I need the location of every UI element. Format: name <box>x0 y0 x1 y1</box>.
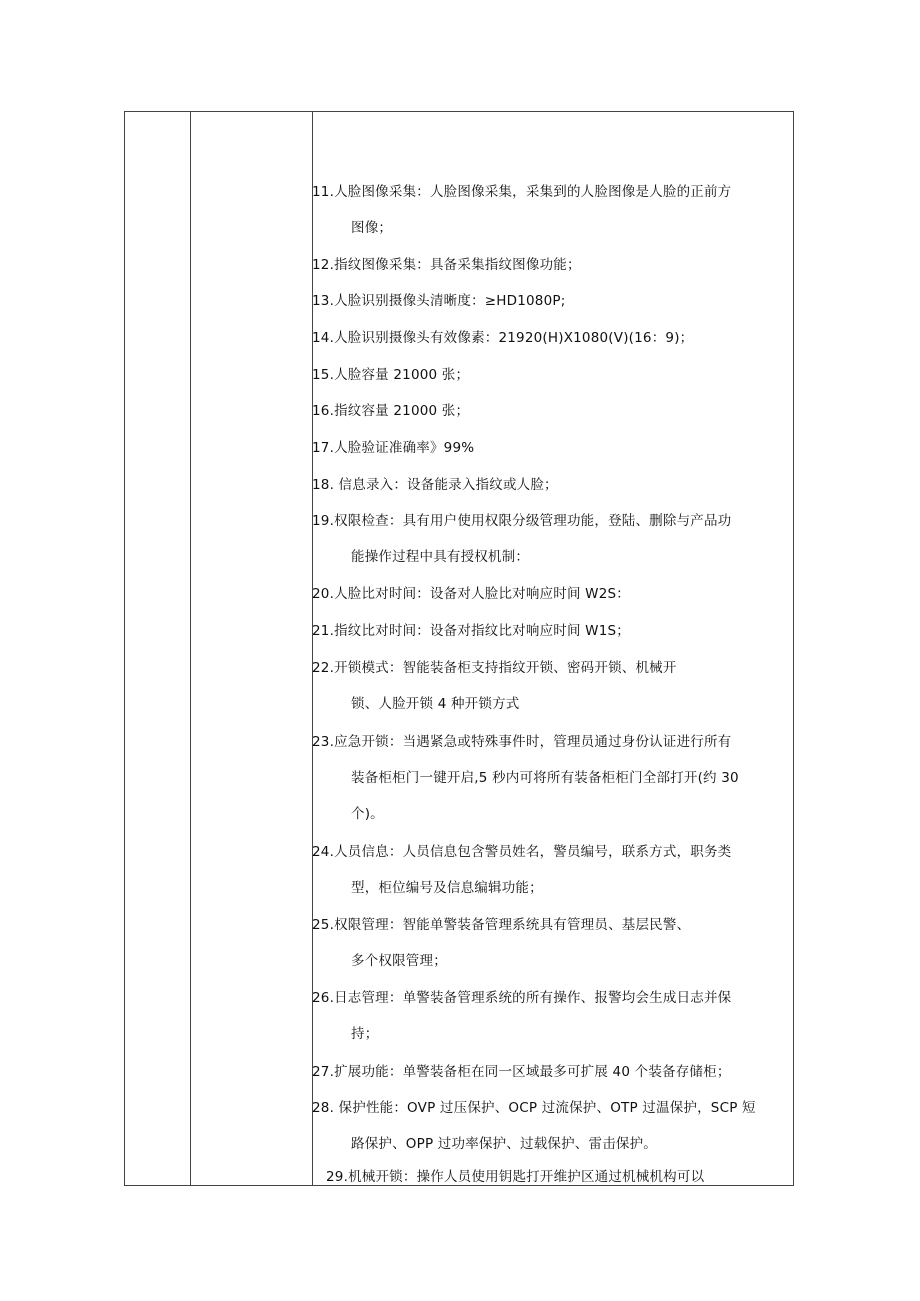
spec-item-26-cont: 持； <box>351 1026 379 1042</box>
spec-item-24: 24.人员信息：人员信息包含警员姓名，警员编号，联系方式，职务类 <box>312 844 732 860</box>
spec-item-22: 22.开锁模式：智能装备柜支持指纹开锁、密码开锁、机械开 <box>312 660 677 676</box>
spec-item-28: 28. 保护性能：OVP 过压保护、OCP 过流保护、OTP 过温保护，SCP 短 <box>312 1100 756 1116</box>
spec-item-15: 15.人脸容量 21000 张； <box>312 367 470 383</box>
spec-item-22-cont: 锁、人脸开锁 4 种开锁方式 <box>351 696 520 712</box>
spec-item-29: 29.机械开锁：操作人员使用钥匙打开维护区通过机械机构可以 <box>326 1169 705 1185</box>
spec-item-19-cont: 能操作过程中具有授权机制： <box>351 549 530 565</box>
spec-item-23-cont-1: 装备柜柜门一键开启,5 秒内可将所有装备柜柜门全部打开(约 30 <box>351 770 739 786</box>
spec-item-17: 17.人脸验证准确率》99% <box>312 440 475 456</box>
column-divider-1 <box>190 112 191 1185</box>
spec-item-21: 21.指纹比对时间：设备对指纹比对响应时间 W1S； <box>312 623 630 639</box>
spec-item-25-cont: 多个权限管理； <box>351 953 447 969</box>
spec-item-23-cont-2: 个)。 <box>351 806 384 822</box>
spec-item-13: 13.人脸识别摄像头清晰度：≥HD1080P; <box>312 293 566 309</box>
spec-item-25: 25.权限管理：智能单警装备管理系统具有管理员、基层民警、 <box>312 917 691 933</box>
spec-item-27: 27.扩展功能：单警装备柜在同一区域最多可扩展 40 个装备存储柜； <box>312 1064 731 1080</box>
spec-item-14: 14.人脸识别摄像头有效像素：21920(H)X1080(V)(16：9)； <box>312 330 694 346</box>
spec-item-20: 20.人脸比对时间：设备对人脸比对响应时间 W2S： <box>312 586 630 602</box>
spec-item-18: 18. 信息录入：设备能录入指纹或人脸； <box>312 477 558 493</box>
spec-item-28-cont: 路保护、OPP 过功率保护、过载保护、雷击保护。 <box>351 1136 657 1152</box>
spec-item-23: 23.应急开锁：当遇紧急或特殊事件时，管理员通过身份认证进行所有 <box>312 734 732 750</box>
spec-item-11: 11.人脸图像采集：人脸图像采集，采集到的人脸图像是人脸的正前方 <box>312 184 732 200</box>
spec-item-26: 26.日志管理：单警装备管理系统的所有操作、报警均会生成日志并保 <box>312 990 732 1006</box>
spec-item-16: 16.指纹容量 21000 张； <box>312 403 470 419</box>
spec-item-19: 19.权限检查：具有用户使用权限分级管理功能，登陆、删除与产品功 <box>312 513 732 529</box>
spec-item-11-cont: 图像； <box>351 220 393 236</box>
spec-item-24-cont: 型，柜位编号及信息编辑功能； <box>351 880 543 896</box>
spec-item-12: 12.指纹图像采集：具备采集指纹图像功能； <box>312 257 581 273</box>
